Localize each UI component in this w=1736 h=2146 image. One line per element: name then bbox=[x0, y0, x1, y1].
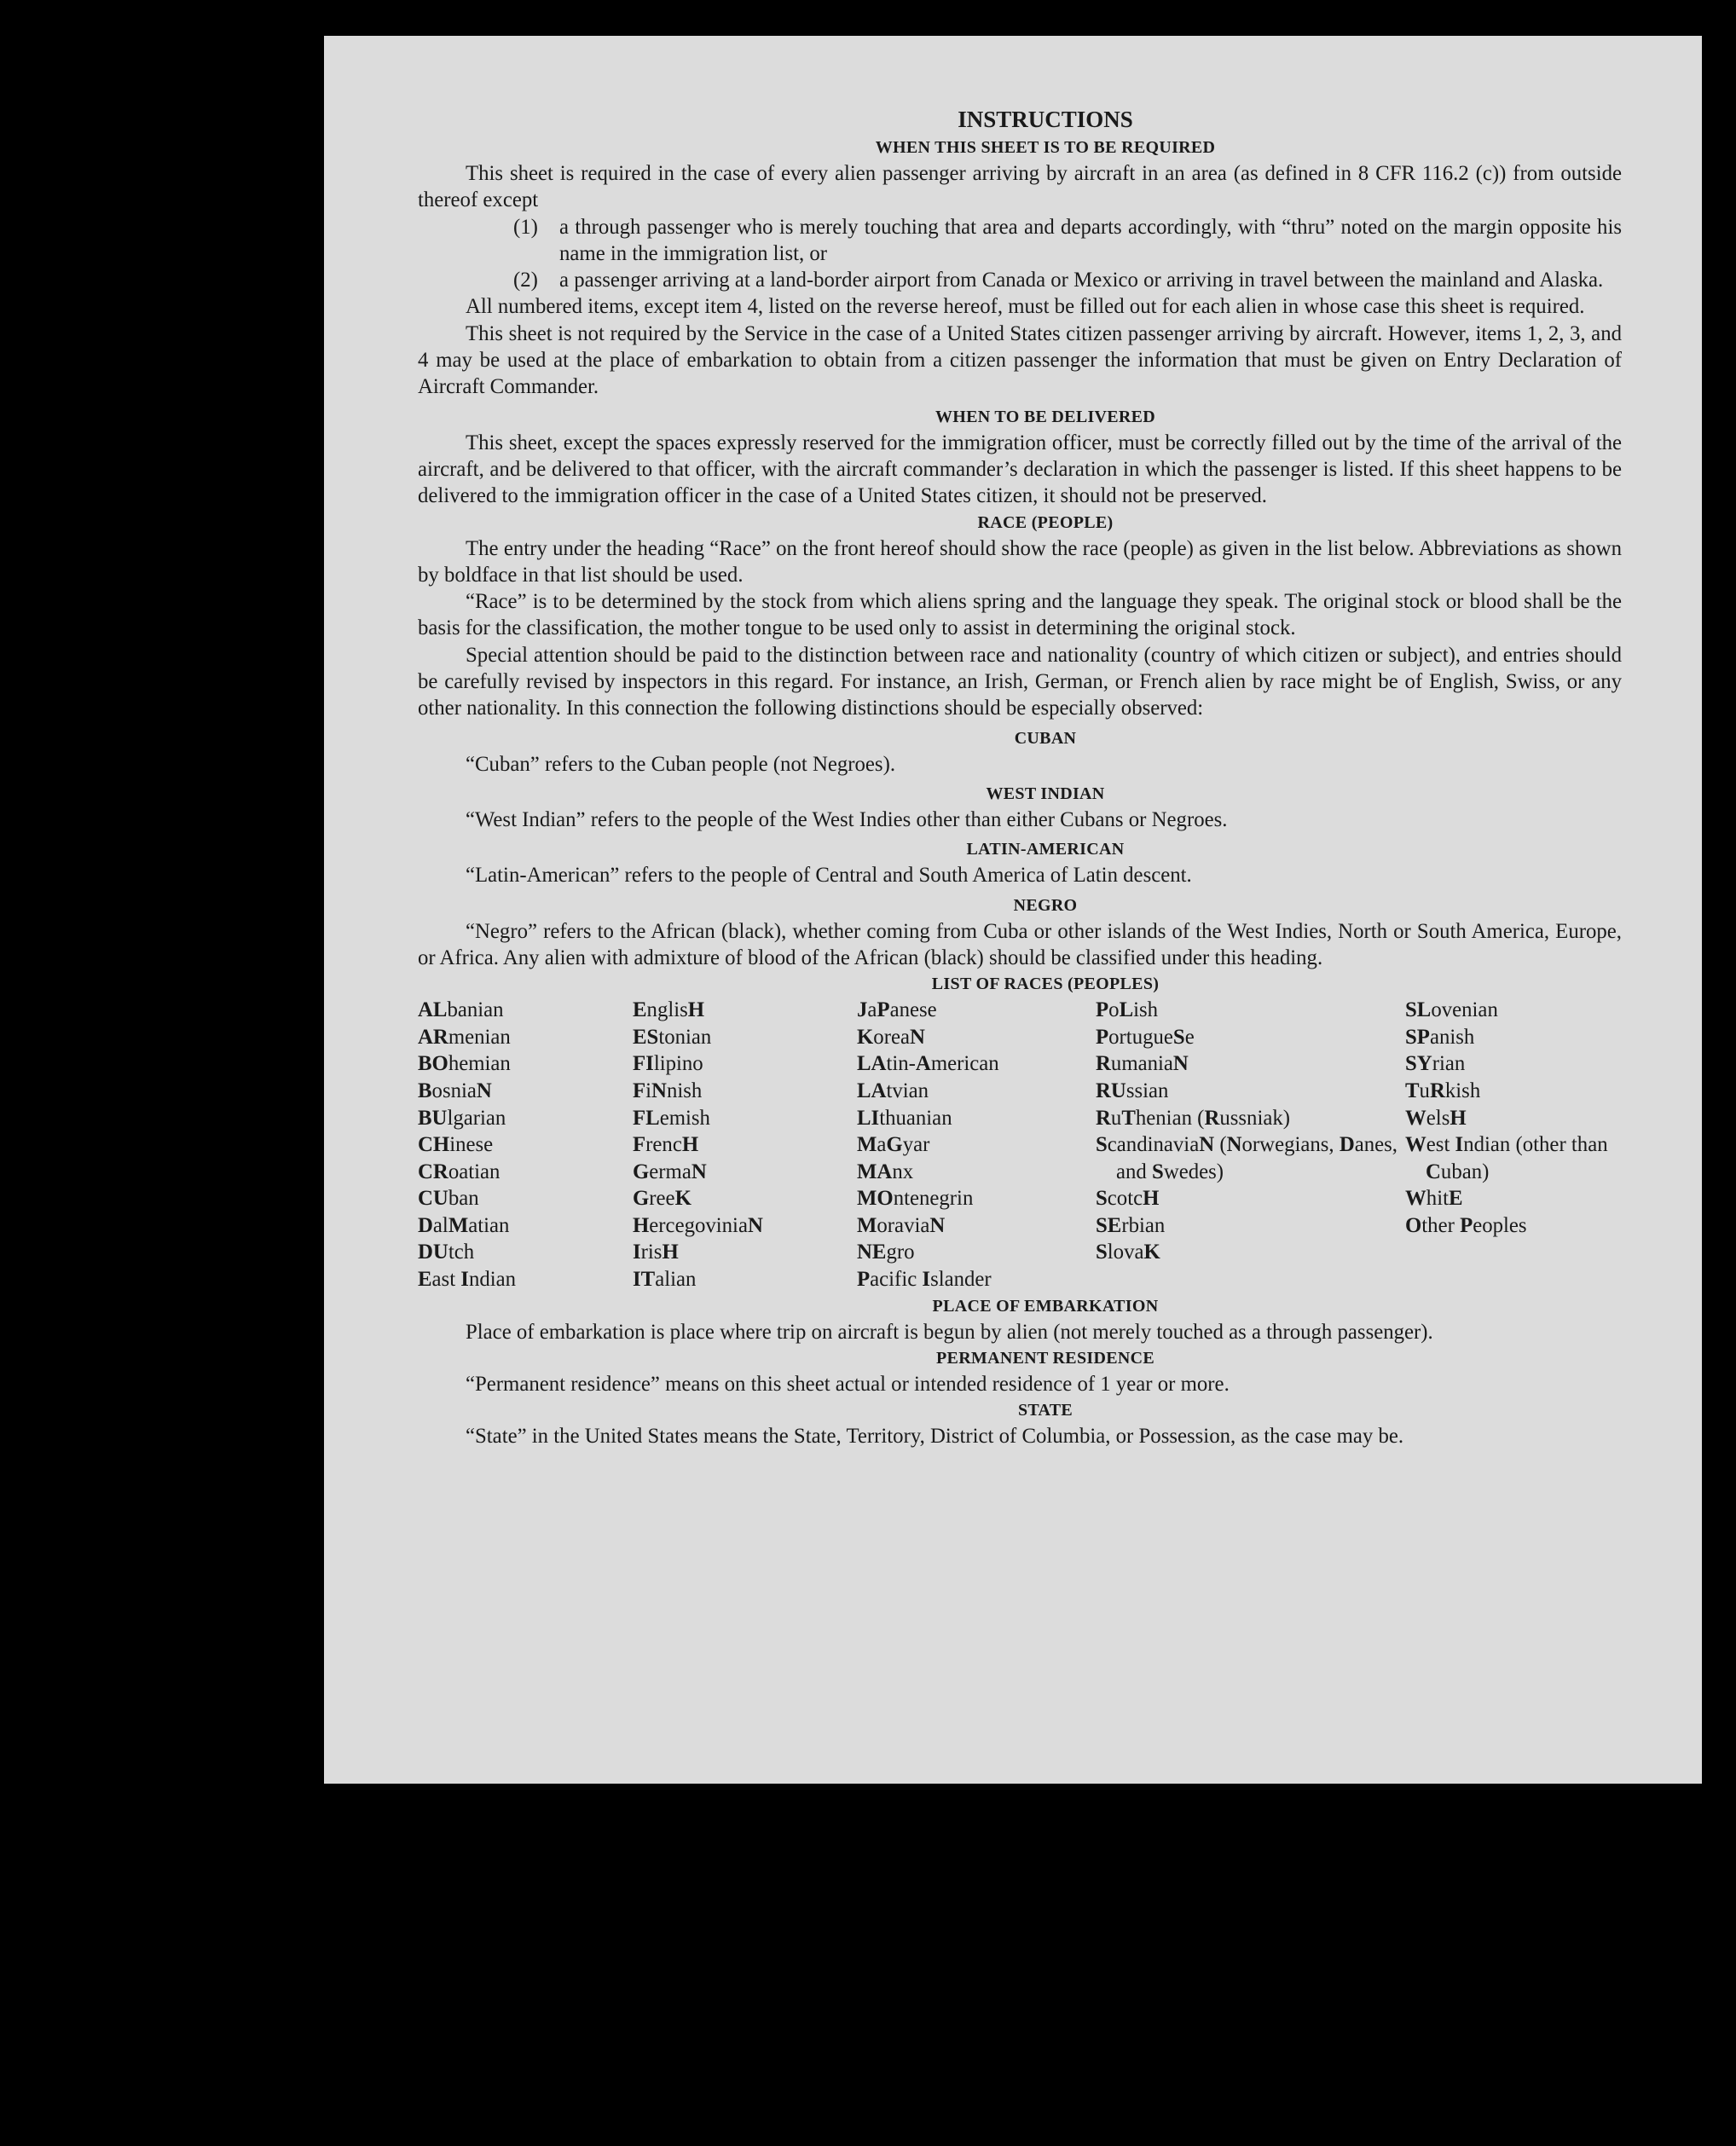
race-entry: EStonian bbox=[633, 1025, 712, 1049]
heading-place-of-embarkation: PLACE OF EMBARKATION bbox=[932, 1296, 1159, 1316]
instructions-content bbox=[418, 104, 1622, 1450]
item-number: (2) bbox=[513, 269, 538, 292]
race-entry: CHinese bbox=[418, 1133, 494, 1157]
race-entry: JaPanese bbox=[857, 998, 937, 1022]
race-entry: PortugueSe bbox=[1096, 1025, 1195, 1049]
race-entry: MOntenegrin bbox=[857, 1187, 974, 1211]
paragraph: “State” in the United States means the State, Territory, District of Columbia, or Possession, as the case may be. bbox=[466, 1425, 1404, 1449]
paragraph: “Latin-American” refers to the people of Central and South America of Latin descent. bbox=[466, 864, 1192, 888]
races-table bbox=[418, 997, 1622, 1293]
paragraph: This sheet, except the spaces expressly reserved for the immigration officer, must be correctly filled out by the time of the arrival of the aircraft, and be delivered to that officer, with the aircraft commander’s declaration in which the passenger is listed. If this sheet happens to be delivered to the immigration officer in the case of a United States citizen, it should not be preserved. bbox=[418, 431, 1622, 508]
paragraph: “Negro” refers to the African (black), whether coming from Cuba or other islands of the West Indies, North or South America, Europe, or Africa. Any alien with admixture of blood of the African (black) should be classified under this heading. bbox=[418, 919, 1622, 969]
race-entry: SYrian bbox=[1405, 1052, 1466, 1076]
race-entry: BOhemian bbox=[418, 1052, 511, 1076]
races-column bbox=[1405, 997, 1622, 1293]
race-entry: LAtvian bbox=[857, 1079, 929, 1102]
race-entry: ARmenian bbox=[418, 1025, 511, 1049]
list-item bbox=[513, 267, 1622, 293]
race-entry: MAnx bbox=[857, 1160, 914, 1183]
item-number: (1) bbox=[513, 215, 538, 239]
races-column bbox=[418, 997, 633, 1293]
race-entry: DUtch bbox=[418, 1241, 475, 1264]
heading-race: RACE (PEOPLE) bbox=[977, 512, 1114, 532]
race-entry: ALbanian bbox=[418, 998, 504, 1022]
race-entry: EnglisH bbox=[633, 998, 705, 1022]
document-sheet bbox=[324, 36, 1702, 1784]
heading-negro: NEGRO bbox=[1013, 895, 1078, 915]
race-entry: ScandinaviaN (Norwegians, Danes, and Swedes) bbox=[1096, 1133, 1398, 1183]
item-text: a passenger arriving at a land-border airport from Canada or Mexico or arriving in travel between the mainland and Alaska. bbox=[559, 269, 1604, 292]
race-entry: CUban bbox=[418, 1187, 479, 1211]
race-entry: ITalian bbox=[633, 1268, 697, 1292]
paragraph: “Race” is to be determined by the stock from which aliens spring and the language they speak. The original stock or blood shall be the basis for the classification, the mother tongue to be used only to assist in determining the original stock. bbox=[418, 590, 1622, 640]
race-entry: MaGyar bbox=[857, 1133, 930, 1157]
paragraph: Special attention should be paid to the distinction between race and nationality (country of which citizen or subject), and entries should be carefully revised by inspectors in this regard. For instance, an Irish, German, or French alien by race might be of English, Swiss, or any other nationality. In this connection the following distinctions should be especially observed: bbox=[418, 643, 1622, 720]
paragraph: All numbered items, except item 4, listed on the reverse hereof, must be filled out for each alien in whose case this sheet is required. bbox=[466, 295, 1585, 319]
heading-cuban: CUBAN bbox=[1014, 728, 1077, 748]
race-entry: East Indian bbox=[418, 1268, 517, 1292]
race-entry: RumaniaN bbox=[1096, 1052, 1189, 1076]
race-entry: MoraviaN bbox=[857, 1213, 946, 1237]
race-entry: SPanish bbox=[1405, 1025, 1475, 1049]
race-entry: FIlipino bbox=[633, 1052, 703, 1076]
paragraph: Place of embarkation is place where trip on aircraft is begun by alien (not merely touched as a through passenger). bbox=[466, 1320, 1433, 1344]
race-entry: IrisH bbox=[633, 1241, 679, 1264]
heading-latin-american: LATIN-AMERICAN bbox=[966, 840, 1125, 859]
race-entry: ScotcH bbox=[1096, 1187, 1160, 1211]
item-text: a through passenger who is merely touching that area and departs accordingly, with “thru” noted on the margin opposite his name in the immigration list, or bbox=[559, 215, 1622, 265]
paragraph: “Cuban” refers to the Cuban people (not Negroes). bbox=[466, 752, 896, 776]
race-entry: GermaN bbox=[633, 1160, 707, 1183]
race-entry: TuRkish bbox=[1405, 1079, 1481, 1102]
race-entry: West Indian (other than Cuban) bbox=[1405, 1133, 1608, 1183]
heading-permanent-residence: PERMANENT RESIDENCE bbox=[936, 1348, 1154, 1368]
paragraph: The entry under the heading “Race” on the front hereof should show the race (people) as given in the list below. Abbreviations as shown by boldface in that list should be used. bbox=[418, 536, 1622, 587]
race-entry: SlovaK bbox=[1096, 1241, 1160, 1264]
race-entry: FLemish bbox=[633, 1106, 710, 1130]
race-entry: HercegoviniaN bbox=[633, 1213, 763, 1237]
heading-west-indian: WEST INDIAN bbox=[986, 784, 1105, 803]
paragraph: “West Indian” refers to the people of the West Indies other than either Cubans or Negroes. bbox=[466, 807, 1228, 831]
races-column bbox=[857, 997, 1096, 1293]
heading-list-of-races: LIST OF RACES (PEOPLES) bbox=[931, 975, 1160, 994]
race-entry: BosniaN bbox=[418, 1079, 492, 1102]
race-entry: BUlgarian bbox=[418, 1106, 506, 1130]
paragraph: This sheet is not required by the Service in the case of a United States citizen passenger arriving by aircraft. However, items 1, 2, 3, and 4 may be used at the place of embarkation to obtain from a citizen passenger the information that must be given on Entry Declaration of Aircraft Commander. bbox=[418, 321, 1622, 399]
race-entry: RuThenian (Russniak) bbox=[1096, 1106, 1291, 1130]
race-entry: LIthuanian bbox=[857, 1106, 952, 1130]
heading-state: STATE bbox=[1017, 1401, 1073, 1420]
race-entry: Pacific Islander bbox=[857, 1268, 992, 1292]
race-entry: WhitE bbox=[1405, 1187, 1463, 1211]
list-item bbox=[513, 214, 1622, 268]
race-entry: RUssian bbox=[1096, 1079, 1169, 1102]
race-entry: Other Peoples bbox=[1405, 1213, 1527, 1237]
race-entry: FiNnish bbox=[633, 1079, 703, 1102]
race-entry: KoreaN bbox=[857, 1025, 925, 1049]
race-entry: SErbian bbox=[1096, 1213, 1166, 1237]
races-column bbox=[1096, 997, 1405, 1293]
race-entry: CRoatian bbox=[418, 1160, 501, 1183]
race-entry: GreeK bbox=[633, 1187, 692, 1211]
page-title: INSTRUCTIONS bbox=[958, 107, 1133, 132]
heading-when-required: WHEN THIS SHEET IS TO BE REQUIRED bbox=[875, 138, 1216, 157]
races-column bbox=[633, 997, 857, 1293]
heading-when-delivered: WHEN TO BE DELIVERED bbox=[935, 407, 1156, 426]
race-entry: LAtin-American bbox=[857, 1052, 999, 1076]
race-entry: DalMatian bbox=[418, 1213, 510, 1237]
race-entry: NEgro bbox=[857, 1241, 915, 1264]
paragraph: “Permanent residence” means on this sheet actual or intended residence of 1 year or more. bbox=[466, 1372, 1230, 1396]
race-entry: WelsH bbox=[1405, 1106, 1467, 1130]
race-entry: FrencH bbox=[633, 1133, 699, 1157]
paragraph: This sheet is required in the case of every alien passenger arriving by aircraft in an area (as defined in 8 CFR 116.2 (c)) from outside thereof except bbox=[418, 162, 1622, 212]
race-entry: PoLish bbox=[1096, 998, 1159, 1022]
race-entry: SLovenian bbox=[1405, 998, 1498, 1022]
